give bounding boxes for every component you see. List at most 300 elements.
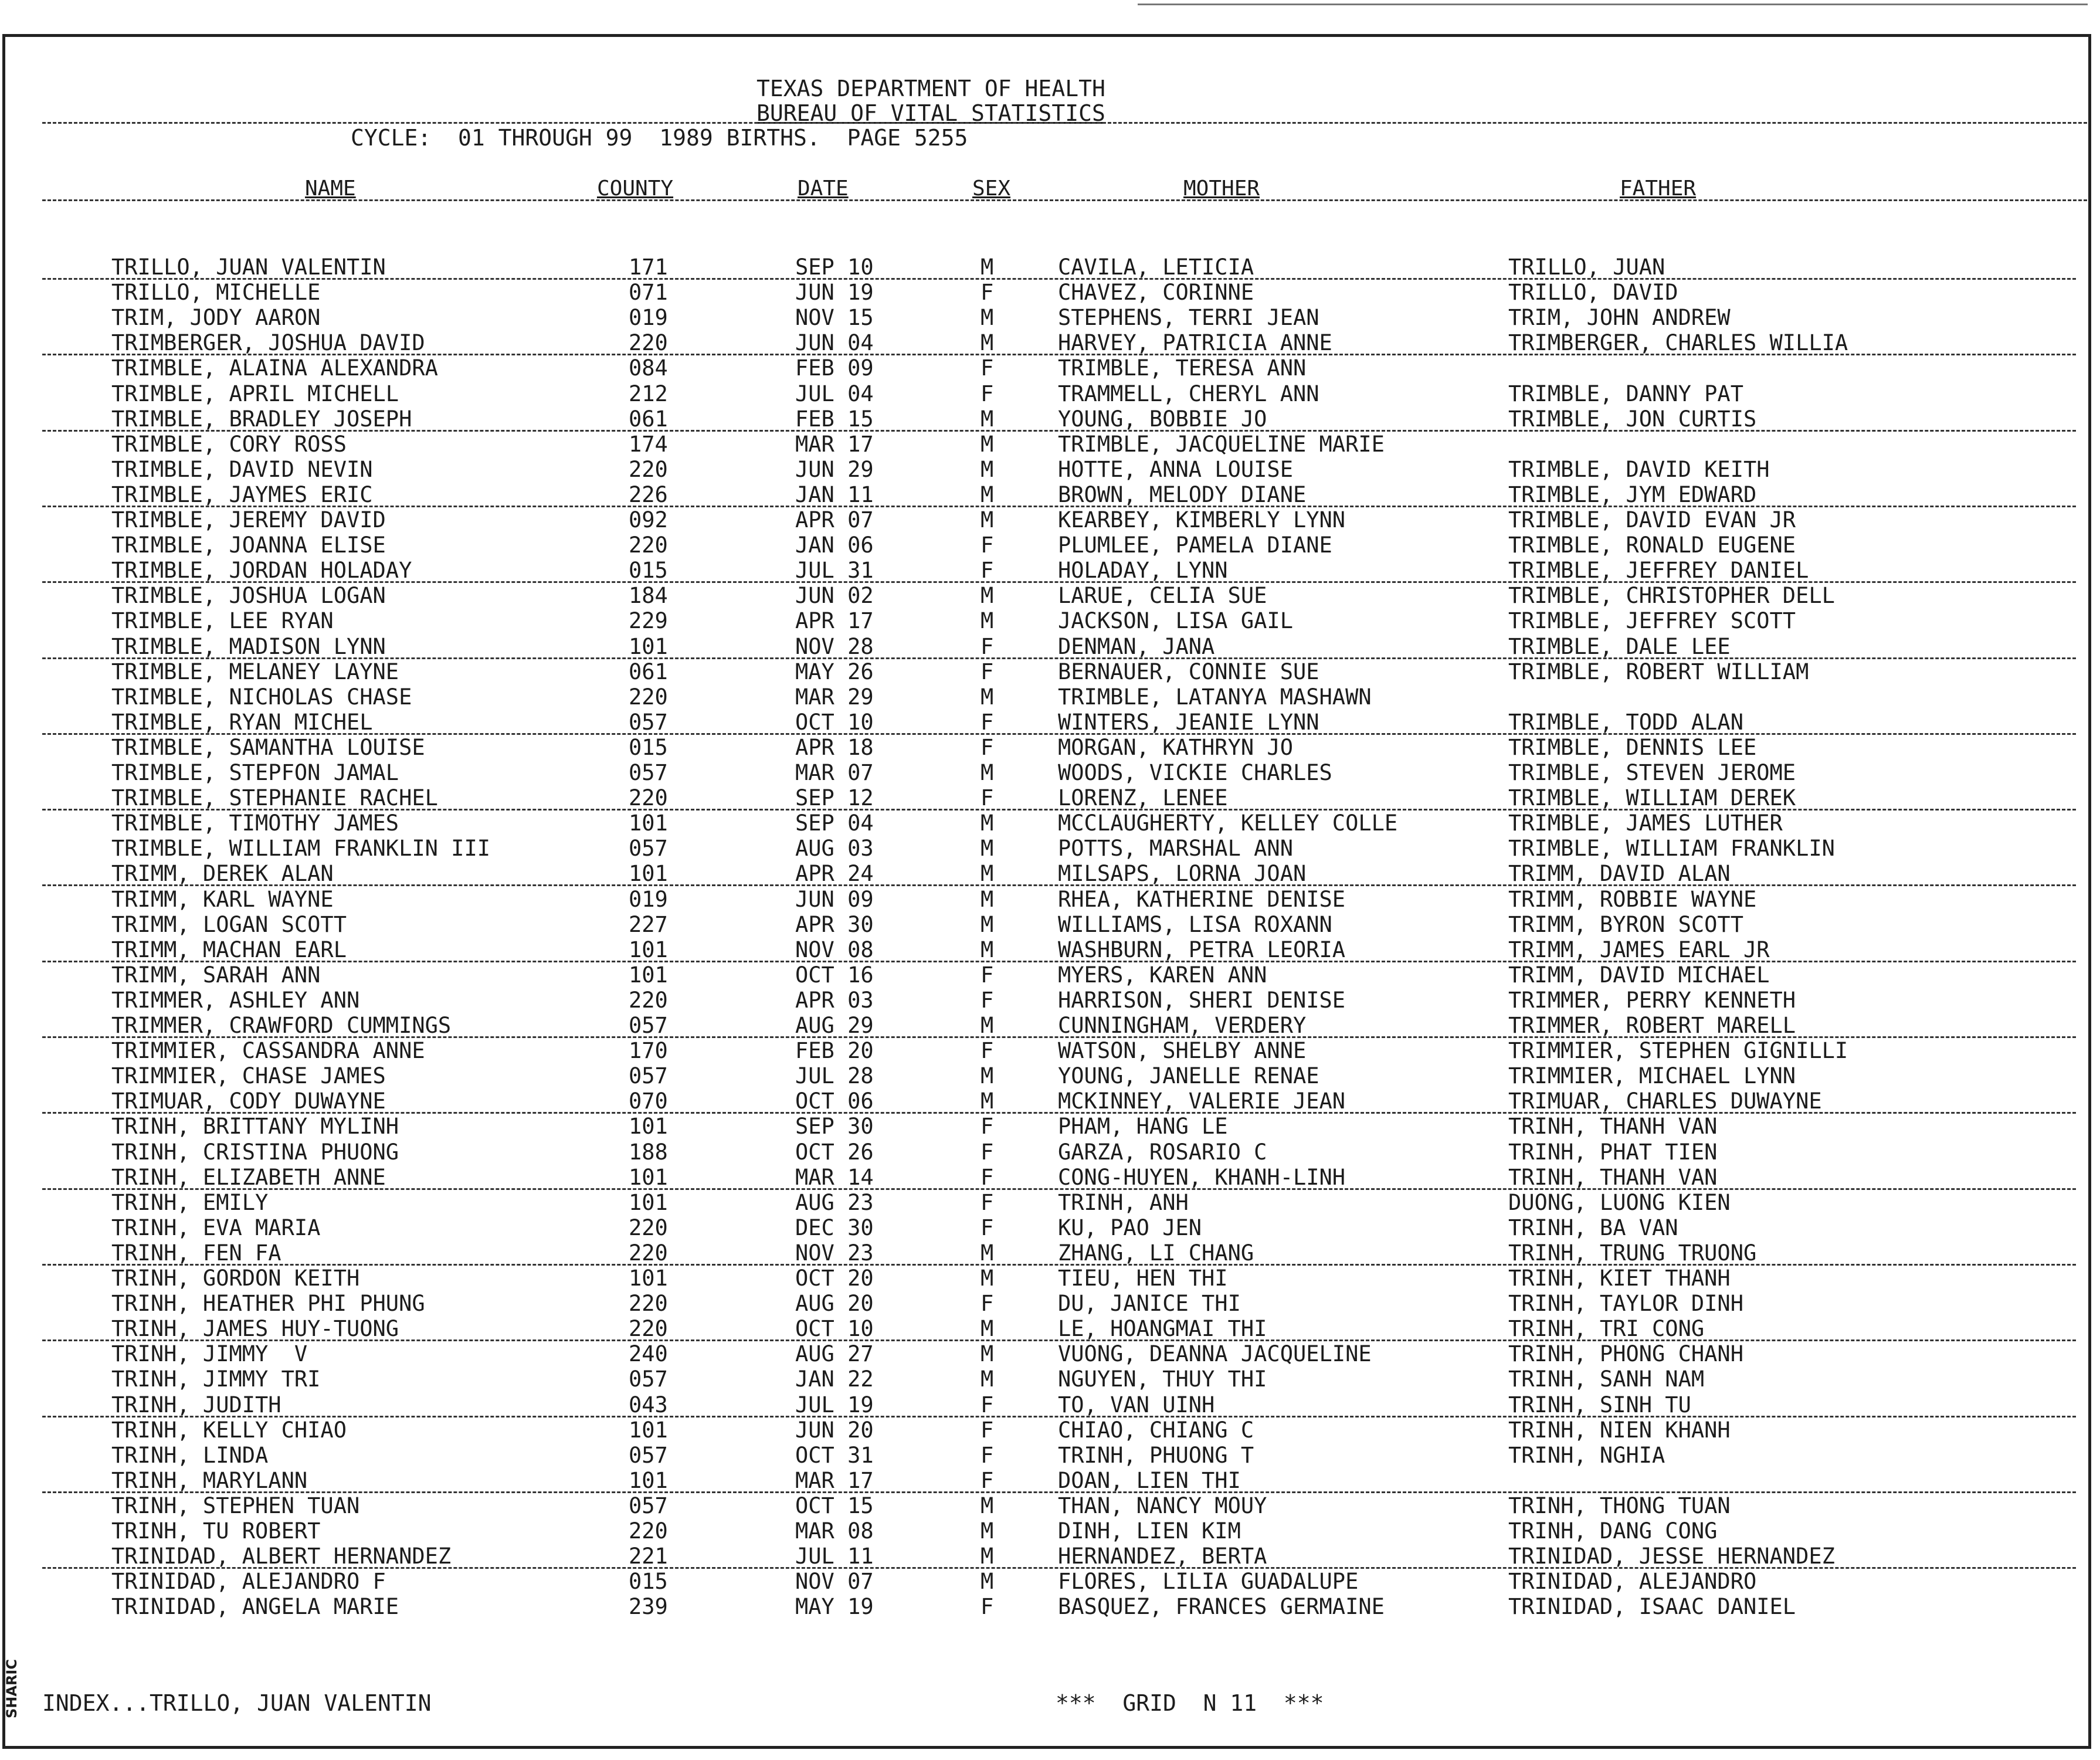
record-sex: M bbox=[981, 431, 994, 457]
record-date: JUN 04 bbox=[795, 330, 874, 356]
record-sex: F bbox=[981, 1417, 994, 1443]
record-county: 174 bbox=[629, 431, 668, 457]
record-name: TRIMBLE, JEREMY DAVID bbox=[111, 507, 386, 533]
record-name: TRIMUAR, CODY DUWAYNE bbox=[111, 1088, 386, 1114]
record-sex: F bbox=[981, 987, 994, 1013]
record-father: TRINH, KIET THANH bbox=[1508, 1266, 1731, 1291]
record-sex: M bbox=[981, 1266, 994, 1291]
record-father: TRINH, NGHIA bbox=[1508, 1442, 1665, 1468]
record-county: 221 bbox=[629, 1544, 668, 1569]
record-mother: POTTS, MARSHAL ANN bbox=[1058, 836, 1293, 862]
record-mother: MORGAN, KATHRYN JO bbox=[1058, 734, 1293, 760]
record-row bbox=[0, 811, 2089, 836]
record-mother: TRIMBLE, LATANYA MASHAWN bbox=[1058, 684, 1372, 710]
record-county: 070 bbox=[629, 1088, 668, 1114]
record-row bbox=[0, 381, 2089, 406]
record-row bbox=[0, 558, 2089, 583]
record-date: SEP 30 bbox=[795, 1114, 874, 1140]
record-date: MAR 29 bbox=[795, 684, 874, 710]
record-county: 101 bbox=[629, 1417, 668, 1443]
record-father: TRIMM, JAMES EARL JR bbox=[1508, 937, 1770, 962]
record-father: TRILLO, DAVID bbox=[1508, 280, 1678, 306]
record-name: TRIMBLE, JOSHUA LOGAN bbox=[111, 583, 386, 609]
record-sex: M bbox=[981, 886, 994, 912]
record-row bbox=[0, 330, 2089, 355]
record-county: 061 bbox=[629, 406, 668, 432]
record-mother: DENMAN, JANA bbox=[1058, 633, 1215, 659]
record-name: TRINH, MARYLANN bbox=[111, 1467, 308, 1493]
record-name: TRINH, EVA MARIA bbox=[111, 1215, 321, 1240]
record-mother: FLORES, LILIA GUADALUPE bbox=[1058, 1569, 1359, 1595]
record-name: TRIMBLE, RYAN MICHEL bbox=[111, 709, 373, 735]
record-county: 019 bbox=[629, 305, 668, 331]
record-county: 101 bbox=[629, 1189, 668, 1215]
record-row bbox=[0, 1038, 2089, 1063]
record-mother: YOUNG, JANELLE RENAE bbox=[1058, 1063, 1319, 1089]
record-mother: TRINH, PHUONG T bbox=[1058, 1442, 1254, 1468]
record-mother: TRAMMELL, CHERYL ANN bbox=[1058, 381, 1319, 406]
record-father: TRIMBLE, CHRISTOPHER DELL bbox=[1508, 583, 1835, 609]
record-father: TRIMMER, PERRY KENNETH bbox=[1508, 987, 1796, 1013]
record-row bbox=[0, 735, 2089, 760]
record-date: OCT 10 bbox=[795, 709, 874, 735]
record-row bbox=[0, 406, 2089, 432]
record-father: TRIMBLE, TODD ALAN bbox=[1508, 709, 1743, 735]
record-father: TRIMMER, ROBERT MARELL bbox=[1508, 1013, 1796, 1038]
record-father: TRIMBLE, DANNY PAT bbox=[1508, 381, 1743, 406]
record-row bbox=[0, 887, 2089, 912]
record-date: JUL 04 bbox=[795, 381, 874, 406]
record-county: 240 bbox=[629, 1341, 668, 1367]
record-county: 057 bbox=[629, 1366, 668, 1392]
record-date: JUN 02 bbox=[795, 583, 874, 609]
record-name: TRIMMER, ASHLEY ANN bbox=[111, 987, 360, 1013]
record-row bbox=[0, 1190, 2089, 1215]
record-mother: WATSON, SHELBY ANNE bbox=[1058, 1038, 1307, 1064]
record-mother: TRIMBLE, TERESA ANN bbox=[1058, 355, 1307, 381]
record-sex: M bbox=[981, 836, 994, 862]
record-name: TRIMM, DEREK ALAN bbox=[111, 861, 334, 887]
record-sex: M bbox=[981, 1544, 994, 1569]
record-date: JUL 28 bbox=[795, 1063, 874, 1089]
record-sex: F bbox=[981, 1114, 994, 1140]
record-county: 101 bbox=[629, 1164, 668, 1190]
record-county: 220 bbox=[629, 785, 668, 811]
record-mother: TO, VAN UINH bbox=[1058, 1392, 1215, 1418]
record-row bbox=[0, 1088, 2089, 1114]
record-county: 227 bbox=[629, 911, 668, 937]
record-date: OCT 31 bbox=[795, 1442, 874, 1468]
record-county: 220 bbox=[629, 1291, 668, 1317]
record-date: DEC 30 bbox=[795, 1215, 874, 1240]
top-edge-line bbox=[1138, 0, 2088, 5]
record-name: TRIMM, KARL WAYNE bbox=[111, 886, 334, 912]
record-mother: YOUNG, BOBBIE JO bbox=[1058, 406, 1267, 432]
record-mother: CUNNINGHAM, VERDERY bbox=[1058, 1013, 1307, 1038]
record-row bbox=[0, 659, 2089, 684]
record-date: NOV 07 bbox=[795, 1569, 874, 1595]
record-county: 220 bbox=[629, 1240, 668, 1266]
record-row bbox=[0, 355, 2089, 381]
record-county: 212 bbox=[629, 381, 668, 406]
record-county: 184 bbox=[629, 583, 668, 609]
record-row bbox=[0, 1013, 2089, 1038]
record-father: DUONG, LUONG KIEN bbox=[1508, 1189, 1731, 1215]
record-row bbox=[0, 1418, 2089, 1443]
record-name: TRIMBLE, BRADLEY JOSEPH bbox=[111, 406, 412, 432]
record-sex: F bbox=[981, 1164, 994, 1190]
record-mother: HARVEY, PATRICIA ANNE bbox=[1058, 330, 1332, 356]
record-county: 220 bbox=[629, 684, 668, 710]
record-father: TRIMM, BYRON SCOTT bbox=[1508, 911, 1743, 937]
column-header-sex: SEX bbox=[972, 177, 1011, 201]
record-name: TRIMBLE, JORDAN HOLADAY bbox=[111, 558, 412, 584]
record-sex: F bbox=[981, 734, 994, 760]
record-name: TRIMBLE, WILLIAM FRANKLIN III bbox=[111, 836, 491, 862]
record-mother: WILLIAMS, LISA ROXANN bbox=[1058, 911, 1332, 937]
record-mother: LORENZ, LENEE bbox=[1058, 785, 1228, 811]
record-sex: F bbox=[981, 533, 994, 558]
record-mother: KEARBEY, KIMBERLY LYNN bbox=[1058, 507, 1346, 533]
record-county: 057 bbox=[629, 1493, 668, 1518]
record-sex: M bbox=[981, 684, 994, 710]
record-name: TRIM, JODY AARON bbox=[111, 305, 321, 331]
record-row bbox=[0, 432, 2089, 457]
record-county: 101 bbox=[629, 1467, 668, 1493]
record-date: APR 18 bbox=[795, 734, 874, 760]
record-county: 015 bbox=[629, 558, 668, 584]
record-father: TRINH, TRUNG TRUONG bbox=[1508, 1240, 1757, 1266]
record-name: TRIMM, MACHAN EARL bbox=[111, 937, 347, 962]
record-name: TRILLO, JUAN VALENTIN bbox=[111, 255, 386, 280]
record-father: TRINH, PHONG CHANH bbox=[1508, 1341, 1743, 1367]
footer-index: INDEX...TRILLO, JUAN VALENTIN bbox=[42, 1690, 432, 1716]
record-name: TRIMMER, CRAWFORD CUMMINGS bbox=[111, 1013, 452, 1038]
record-row bbox=[0, 912, 2089, 937]
record-date: OCT 10 bbox=[795, 1316, 874, 1342]
record-mother: HERNANDEZ, BERTA bbox=[1058, 1544, 1267, 1569]
record-name: TRIMBLE, JAYMES ERIC bbox=[111, 481, 373, 507]
record-mother: WOODS, VICKIE CHARLES bbox=[1058, 760, 1332, 785]
record-county: 015 bbox=[629, 1569, 668, 1595]
record-row bbox=[0, 937, 2089, 962]
column-header-mother: MOTHER bbox=[1183, 177, 1260, 201]
record-county: 071 bbox=[629, 280, 668, 306]
record-mother: WINTERS, JEANIE LYNN bbox=[1058, 709, 1319, 735]
record-county: 226 bbox=[629, 481, 668, 507]
record-date: JUN 09 bbox=[795, 886, 874, 912]
record-date: OCT 15 bbox=[795, 1493, 874, 1518]
record-father: TRIM, JOHN ANDREW bbox=[1508, 305, 1731, 331]
record-date: NOV 23 bbox=[795, 1240, 874, 1266]
record-county: 057 bbox=[629, 760, 668, 785]
record-county: 057 bbox=[629, 709, 668, 735]
record-father: TRIMBLE, STEVEN JEROME bbox=[1508, 760, 1796, 785]
record-name: TRINH, FEN FA bbox=[111, 1240, 281, 1266]
record-father: TRINH, TRI CONG bbox=[1508, 1316, 1705, 1342]
record-father: TRIMM, ROBBIE WAYNE bbox=[1508, 886, 1757, 912]
record-sex: M bbox=[981, 305, 994, 331]
record-date: APR 17 bbox=[795, 608, 874, 634]
record-sex: F bbox=[981, 558, 994, 584]
record-row bbox=[0, 1266, 2089, 1291]
record-sex: M bbox=[981, 1493, 994, 1518]
record-county: 239 bbox=[629, 1594, 668, 1620]
record-date: NOV 15 bbox=[795, 305, 874, 331]
record-father: TRIMBLE, WILLIAM DEREK bbox=[1508, 785, 1796, 811]
record-name: TRINH, LINDA bbox=[111, 1442, 269, 1468]
record-sex: F bbox=[981, 381, 994, 406]
record-mother: HARRISON, SHERI DENISE bbox=[1058, 987, 1346, 1013]
record-date: JUL 31 bbox=[795, 558, 874, 584]
record-sex: M bbox=[981, 911, 994, 937]
record-name: TRINIDAD, ALEJANDRO F bbox=[111, 1569, 386, 1595]
record-date: NOV 08 bbox=[795, 937, 874, 962]
record-date: OCT 26 bbox=[795, 1139, 874, 1165]
record-father: TRINH, TAYLOR DINH bbox=[1508, 1291, 1743, 1317]
record-mother: ZHANG, LI CHANG bbox=[1058, 1240, 1254, 1266]
side-label: SHARIC bbox=[4, 1659, 20, 1718]
record-father: TRINIDAD, JESSE HERNANDEZ bbox=[1508, 1544, 1835, 1569]
record-name: TRINH, STEPHEN TUAN bbox=[111, 1493, 360, 1518]
record-row bbox=[0, 533, 2089, 558]
record-date: SEP 10 bbox=[795, 255, 874, 280]
record-mother: DINH, LIEN KIM bbox=[1058, 1518, 1241, 1544]
record-father: TRINH, NIEN KHANH bbox=[1508, 1417, 1731, 1443]
record-date: FEB 09 bbox=[795, 355, 874, 381]
record-sex: F bbox=[981, 962, 994, 988]
record-row bbox=[0, 710, 2089, 735]
record-row bbox=[0, 1341, 2089, 1366]
record-name: TRIMMIER, CHASE JAMES bbox=[111, 1063, 386, 1089]
record-mother: RHEA, KATHERINE DENISE bbox=[1058, 886, 1346, 912]
record-county: 101 bbox=[629, 861, 668, 887]
record-father: TRINH, SINH TU bbox=[1508, 1392, 1691, 1418]
record-name: TRIMBLE, SAMANTHA LOUISE bbox=[111, 734, 425, 760]
record-date: MAR 14 bbox=[795, 1164, 874, 1190]
record-county: 101 bbox=[629, 1266, 668, 1291]
record-name: TRIMM, LOGAN SCOTT bbox=[111, 911, 347, 937]
record-date: AUG 29 bbox=[795, 1013, 874, 1038]
record-father: TRIMBLE, JYM EDWARD bbox=[1508, 481, 1757, 507]
record-county: 220 bbox=[629, 1518, 668, 1544]
record-sex: M bbox=[981, 1366, 994, 1392]
record-date: FEB 20 bbox=[795, 1038, 874, 1064]
record-name: TRINH, GORDON KEITH bbox=[111, 1266, 360, 1291]
record-row bbox=[0, 1165, 2089, 1190]
record-mother: LE, HOANGMAI THI bbox=[1058, 1316, 1267, 1342]
record-father: TRINH, BA VAN bbox=[1508, 1215, 1678, 1240]
record-date: OCT 06 bbox=[795, 1088, 874, 1114]
record-date: AUG 23 bbox=[795, 1189, 874, 1215]
record-sex: M bbox=[981, 481, 994, 507]
record-father: TRIMBLE, DENNIS LEE bbox=[1508, 734, 1757, 760]
record-sex: F bbox=[981, 355, 994, 381]
record-row bbox=[0, 583, 2089, 608]
record-father: TRIMBLE, DAVID EVAN JR bbox=[1508, 507, 1796, 533]
record-mother: TRIMBLE, JACQUELINE MARIE bbox=[1058, 431, 1385, 457]
record-date: SEP 12 bbox=[795, 785, 874, 811]
record-father: TRINH, THANH VAN bbox=[1508, 1164, 1718, 1190]
record-row bbox=[0, 1316, 2089, 1341]
record-date: MAY 19 bbox=[795, 1594, 874, 1620]
record-sex: F bbox=[981, 1215, 994, 1240]
column-header-name: NAME bbox=[305, 177, 356, 201]
record-mother: VUONG, DEANNA JACQUELINE bbox=[1058, 1341, 1372, 1367]
record-row bbox=[0, 1215, 2089, 1240]
record-county: 015 bbox=[629, 734, 668, 760]
record-name: TRINH, BRITTANY MYLINH bbox=[111, 1114, 399, 1140]
record-row bbox=[0, 634, 2089, 659]
record-date: JUL 11 bbox=[795, 1544, 874, 1569]
record-county: 057 bbox=[629, 1063, 668, 1089]
record-father: TRILLO, JUAN bbox=[1508, 255, 1665, 280]
record-sex: F bbox=[981, 1442, 994, 1468]
record-row bbox=[0, 836, 2089, 861]
record-father: TRINH, DANG CONG bbox=[1508, 1518, 1718, 1544]
record-mother: LARUE, CELIA SUE bbox=[1058, 583, 1267, 609]
record-sex: M bbox=[981, 330, 994, 356]
record-row bbox=[0, 1594, 2089, 1619]
record-county: 101 bbox=[629, 937, 668, 962]
record-date: JAN 22 bbox=[795, 1366, 874, 1392]
record-sex: M bbox=[981, 507, 994, 533]
record-date: MAR 08 bbox=[795, 1518, 874, 1544]
record-date: AUG 03 bbox=[795, 836, 874, 862]
record-date: MAR 17 bbox=[795, 1467, 874, 1493]
record-county: 220 bbox=[629, 533, 668, 558]
record-date: JAN 11 bbox=[795, 481, 874, 507]
record-name: TRIMBLE, APRIL MICHELL bbox=[111, 381, 399, 406]
column-header-county: COUNTY bbox=[597, 177, 674, 201]
record-county: 101 bbox=[629, 962, 668, 988]
record-father: TRIMBLE, ROBERT WILLIAM bbox=[1508, 659, 1809, 684]
record-row bbox=[0, 1569, 2089, 1594]
record-name: TRIMBLE, STEPFON JAMAL bbox=[111, 760, 399, 785]
record-row bbox=[0, 1140, 2089, 1165]
record-father: TRINH, THONG TUAN bbox=[1508, 1493, 1731, 1518]
record-date: MAY 26 bbox=[795, 659, 874, 684]
record-county: 220 bbox=[629, 1215, 668, 1240]
record-date: APR 24 bbox=[795, 861, 874, 887]
record-sex: F bbox=[981, 1392, 994, 1418]
record-county: 220 bbox=[629, 987, 668, 1013]
record-date: JUN 29 bbox=[795, 456, 874, 482]
record-sex: M bbox=[981, 937, 994, 962]
record-mother: STEPHENS, TERRI JEAN bbox=[1058, 305, 1319, 331]
record-date: AUG 27 bbox=[795, 1341, 874, 1367]
record-mother: JACKSON, LISA GAIL bbox=[1058, 608, 1293, 634]
record-father: TRINIDAD, ALEJANDRO bbox=[1508, 1569, 1757, 1595]
header-divider bbox=[42, 122, 2087, 124]
record-sex: F bbox=[981, 633, 994, 659]
record-father: TRINH, PHAT TIEN bbox=[1508, 1139, 1718, 1165]
record-name: TRINH, ELIZABETH ANNE bbox=[111, 1164, 386, 1190]
record-name: TRIMM, SARAH ANN bbox=[111, 962, 321, 988]
record-mother: MCKINNEY, VALERIE JEAN bbox=[1058, 1088, 1346, 1114]
record-sex: M bbox=[981, 1518, 994, 1544]
record-name: TRINH, JAMES HUY-TUONG bbox=[111, 1316, 399, 1342]
record-date: MAR 17 bbox=[795, 431, 874, 457]
record-father: TRIMBLE, JAMES LUTHER bbox=[1508, 811, 1783, 836]
record-county: 084 bbox=[629, 355, 668, 381]
record-row bbox=[0, 482, 2089, 507]
footer-grid: *** GRID N 11 *** bbox=[1056, 1690, 1324, 1716]
record-name: TRIMBERGER, JOSHUA DAVID bbox=[111, 330, 425, 356]
record-date: NOV 28 bbox=[795, 633, 874, 659]
record-row bbox=[0, 305, 2089, 330]
record-row bbox=[0, 1240, 2089, 1266]
record-sex: F bbox=[981, 280, 994, 306]
record-name: TRIMBLE, STEPHANIE RACHEL bbox=[111, 785, 438, 811]
record-row bbox=[0, 1493, 2089, 1518]
record-name: TRINH, JUDITH bbox=[111, 1392, 281, 1418]
record-mother: CHIAO, CHIANG C bbox=[1058, 1417, 1254, 1443]
record-county: 092 bbox=[629, 507, 668, 533]
record-county: 061 bbox=[629, 659, 668, 684]
record-name: TRIMBLE, LEE RYAN bbox=[111, 608, 334, 634]
record-father: TRIMM, DAVID ALAN bbox=[1508, 861, 1731, 887]
record-date: OCT 16 bbox=[795, 962, 874, 988]
record-father: TRIMBERGER, CHARLES WILLIA bbox=[1508, 330, 1848, 356]
record-sex: F bbox=[981, 1038, 994, 1064]
record-name: TRINH, TU ROBERT bbox=[111, 1518, 321, 1544]
header-cycle: CYCLE: 01 THROUGH 99 1989 BIRTHS. PAGE 5255 bbox=[351, 125, 968, 151]
record-row bbox=[0, 861, 2089, 886]
record-mother: THAN, NANCY MOUY bbox=[1058, 1493, 1267, 1518]
record-sex: F bbox=[981, 709, 994, 735]
record-father: TRINH, SANH NAM bbox=[1508, 1366, 1705, 1392]
record-father: TRINIDAD, ISAAC DANIEL bbox=[1508, 1594, 1796, 1620]
record-name: TRINIDAD, ALBERT HERNANDEZ bbox=[111, 1544, 452, 1569]
record-date: JAN 06 bbox=[795, 533, 874, 558]
record-name: TRINH, EMILY bbox=[111, 1189, 269, 1215]
record-father: TRIMBLE, JON CURTIS bbox=[1508, 406, 1757, 432]
record-county: 220 bbox=[629, 456, 668, 482]
record-mother: PLUMLEE, PAMELA DIANE bbox=[1058, 533, 1332, 558]
record-county: 057 bbox=[629, 836, 668, 862]
record-county: 101 bbox=[629, 811, 668, 836]
record-row bbox=[0, 684, 2089, 710]
record-row bbox=[0, 1392, 2089, 1418]
record-father: TRIMBLE, JEFFREY DANIEL bbox=[1508, 558, 1809, 584]
record-sex: F bbox=[981, 1594, 994, 1620]
record-mother: BASQUEZ, FRANCES GERMAINE bbox=[1058, 1594, 1385, 1620]
record-name: TRIMBLE, DAVID NEVIN bbox=[111, 456, 373, 482]
record-mother: DOAN, LIEN THI bbox=[1058, 1467, 1241, 1493]
record-name: TRINH, JIMMY TRI bbox=[111, 1366, 321, 1392]
record-row bbox=[0, 988, 2089, 1013]
record-sex: F bbox=[981, 1291, 994, 1317]
record-name: TRIMBLE, NICHOLAS CHASE bbox=[111, 684, 412, 710]
record-mother: CONG-HUYEN, KHANH-LINH bbox=[1058, 1164, 1346, 1190]
record-date: OCT 20 bbox=[795, 1266, 874, 1291]
record-father: TRIMM, DAVID MICHAEL bbox=[1508, 962, 1770, 988]
record-sex: M bbox=[981, 1341, 994, 1367]
record-father: TRIMBLE, WILLIAM FRANKLIN bbox=[1508, 836, 1835, 862]
column-header-father: FATHER bbox=[1620, 177, 1697, 201]
record-name: TRIMBLE, TIMOTHY JAMES bbox=[111, 811, 399, 836]
record-row bbox=[0, 1443, 2089, 1468]
record-row bbox=[0, 457, 2089, 482]
record-father: TRIMBLE, DAVID KEITH bbox=[1508, 456, 1770, 482]
record-sex: M bbox=[981, 406, 994, 432]
record-row bbox=[0, 1468, 2089, 1493]
record-sex: M bbox=[981, 583, 994, 609]
record-sex: M bbox=[981, 1569, 994, 1595]
record-mother: NGUYEN, THUY THI bbox=[1058, 1366, 1267, 1392]
record-father: TRIMUAR, CHARLES DUWAYNE bbox=[1508, 1088, 1822, 1114]
